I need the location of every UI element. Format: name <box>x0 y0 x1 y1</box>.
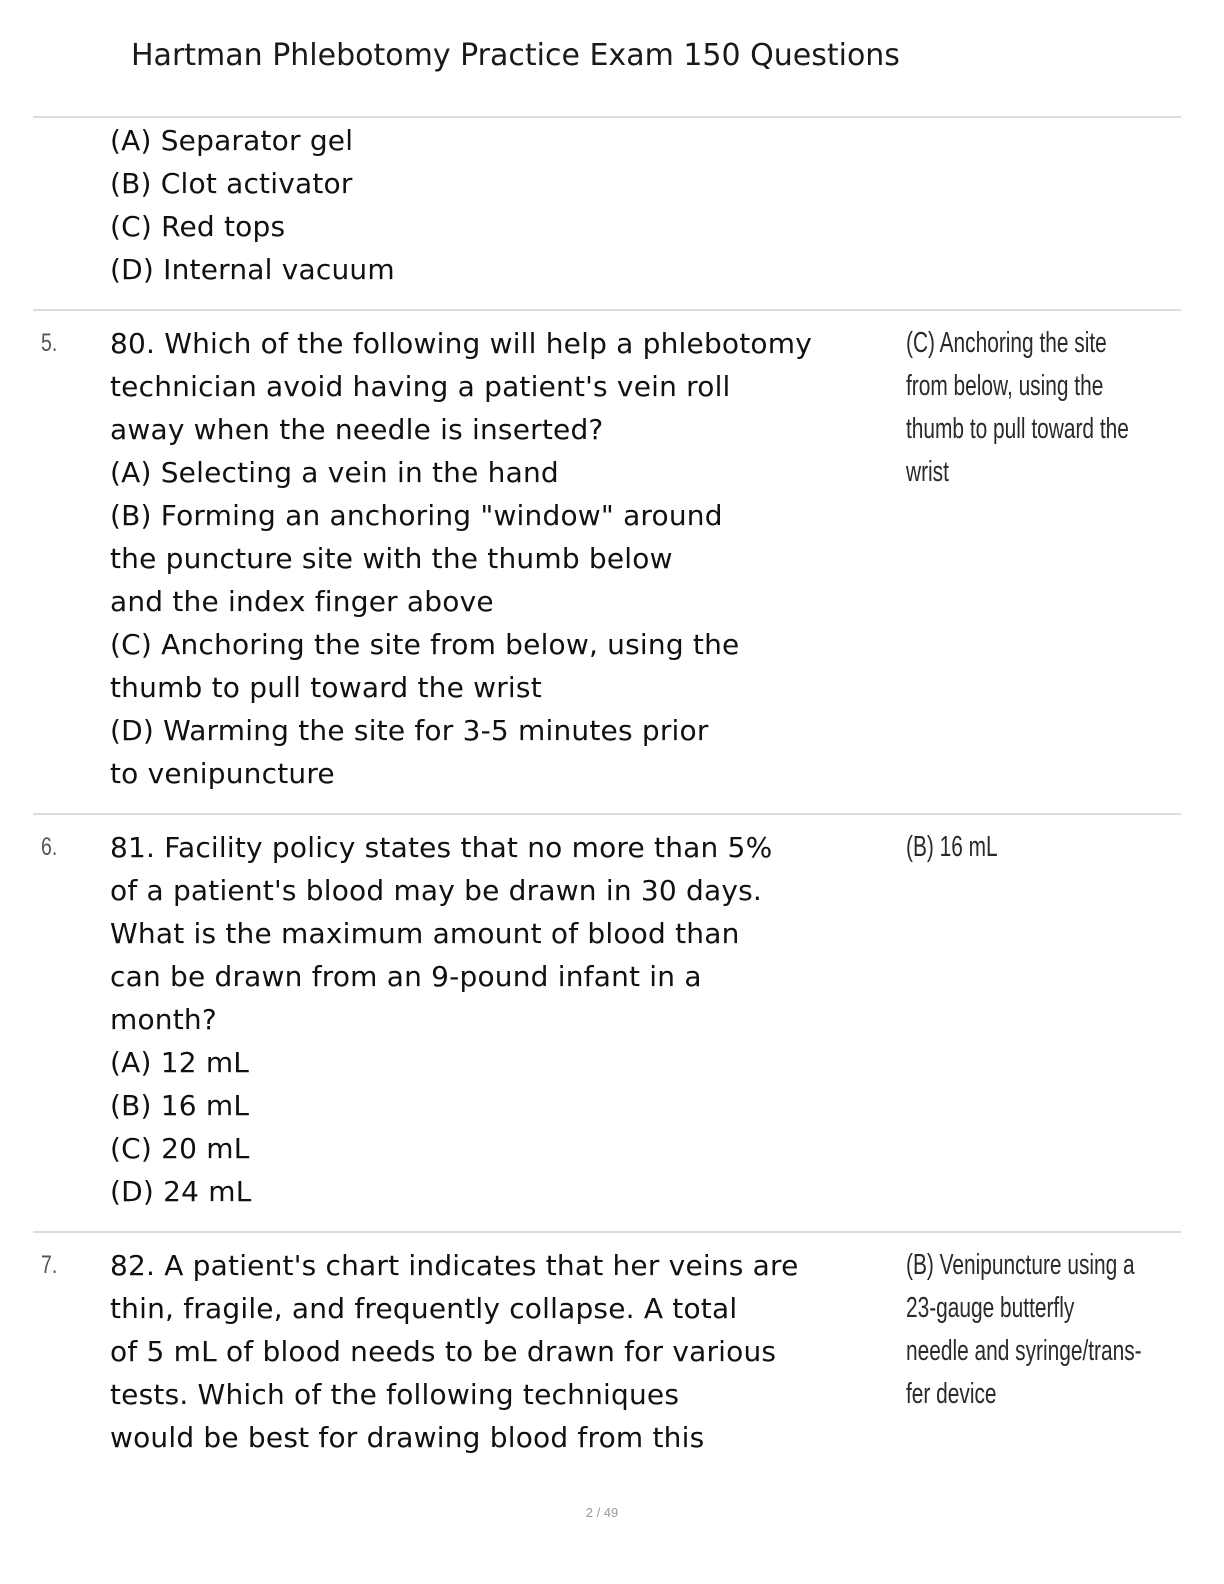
divider <box>33 813 1181 815</box>
question-text <box>110 119 870 291</box>
option-line: (C) Red tops <box>110 210 286 243</box>
question-line: 82. A patient's chart indicates that her veins are <box>110 1249 799 1282</box>
option-line: (C) 20 mL <box>110 1132 250 1165</box>
question-line: of 5 mL of blood needs to be drawn for various <box>110 1335 777 1368</box>
divider <box>33 116 1181 118</box>
option-line: (B) Clot activator <box>110 167 353 200</box>
question-line: would be best for drawing blood from this <box>110 1421 705 1454</box>
page-number: 2 / 49 <box>585 1505 619 1520</box>
question-line: tests. Which of the following techniques <box>110 1378 680 1411</box>
option-line: (A) Separator gel <box>110 124 354 157</box>
question-text <box>110 826 870 1213</box>
row-number: 6. <box>41 833 58 861</box>
question-line: can be drawn from an 9-pound infant in a <box>110 960 702 993</box>
option-line: (A) Selecting a vein in the hand <box>110 456 559 489</box>
answer-text <box>906 826 1224 869</box>
option-line: (A) 12 mL <box>110 1046 250 1079</box>
question-line: 80. Which of the following will help a phlebotomy <box>110 327 813 360</box>
divider <box>33 309 1181 311</box>
option-line: (C) Anchoring the site from below, using the <box>110 628 740 661</box>
option-line: (B) Forming an anchoring "window" around <box>110 499 723 532</box>
answer-text <box>906 1244 1224 1416</box>
question-line: What is the maximum amount of blood than <box>110 917 740 950</box>
answer-line: wrist <box>906 456 949 488</box>
row-number: 7. <box>41 1251 58 1279</box>
row-number: 5. <box>41 329 58 357</box>
question-text <box>110 1244 870 1459</box>
question-line: thin, fragile, and frequently collapse. A total <box>110 1292 738 1325</box>
option-line: (D) 24 mL <box>110 1175 252 1208</box>
option-line: (D) Internal vacuum <box>110 253 395 286</box>
document-title: Hartman Phlebotomy Practice Exam 150 Questions <box>131 38 900 73</box>
answer-text <box>906 322 1224 494</box>
option-line: (D) Warming the site for 3-5 minutes prior <box>110 714 709 747</box>
question-line: of a patient's blood may be drawn in 30 days. <box>110 874 763 907</box>
option-line: (B) 16 mL <box>110 1089 250 1122</box>
question-line: 81. Facility policy states that no more than 5% <box>110 831 773 864</box>
answer-line: (B) 16 mL <box>906 831 998 863</box>
answer-line: needle and syringe/trans- <box>906 1335 1142 1367</box>
answer-line: 23-gauge butterfly <box>906 1292 1075 1324</box>
divider <box>33 1231 1181 1233</box>
option-line: thumb to pull toward the wrist <box>110 671 542 704</box>
answer-line: thumb to pull toward the <box>906 413 1129 445</box>
answer-line: (B) Venipuncture using a <box>906 1249 1135 1281</box>
question-line: away when the needle is inserted? <box>110 413 604 446</box>
option-line: and the index finger above <box>110 585 494 618</box>
question-text <box>110 322 870 795</box>
option-line: the puncture site with the thumb below <box>110 542 673 575</box>
answer-line: from below, using the <box>906 370 1104 402</box>
option-line: to venipuncture <box>110 757 335 790</box>
answer-line: (C) Anchoring the site <box>906 327 1107 359</box>
answer-line: fer device <box>906 1378 997 1410</box>
question-line: technician avoid having a patient's vein roll <box>110 370 731 403</box>
question-line: month? <box>110 1003 217 1036</box>
